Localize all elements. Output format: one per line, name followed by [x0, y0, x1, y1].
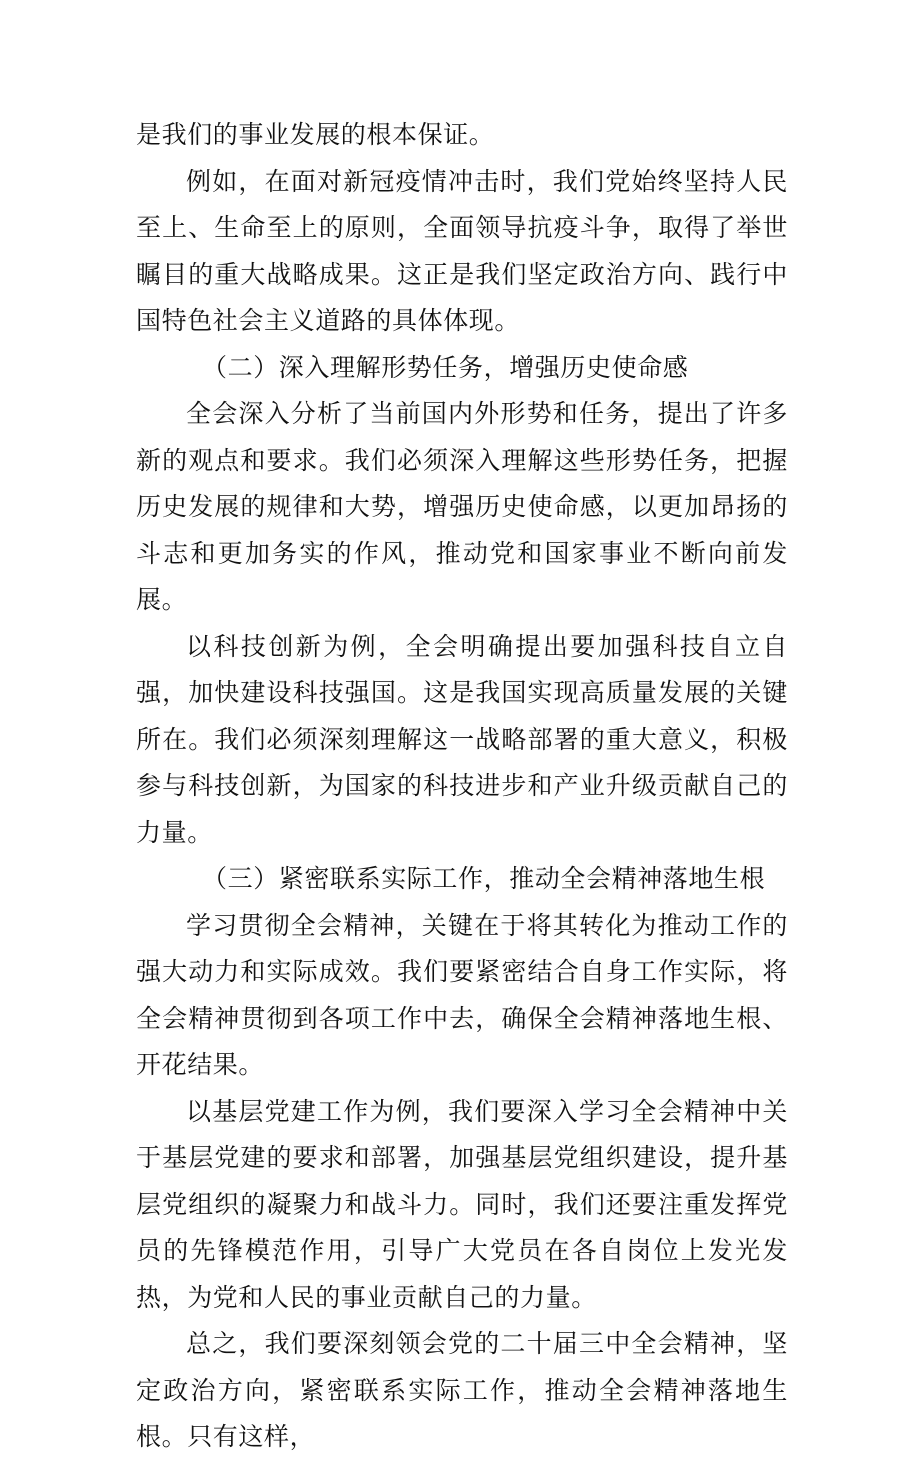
section-heading-2: （二）深入理解形势任务，增强历史使命感 — [202, 352, 689, 382]
paragraph-1: 是我们的事业发展的根本保证。 — [136, 120, 495, 149]
paragraph-5: 学习贯彻全会精神，关键在于将其转化为推动工作的强大动力和实际成效。我们要紧密结合自身工作实际，将全会精神贯彻到各项工作中去，确保全会精神落地生根、开花结果。 — [136, 910, 788, 1079]
paragraph-4: 以科技创新为例，全会明确提出要加强科技自立自强，加快建设科技强国。这是我国实现高质量发展的关键所在。我们必须深刻理解这一战略部署的重大意义，积极参与科技创新，为国家的科技进步和产业升级贡献自己的力量。 — [136, 631, 788, 847]
paragraph-2: 例如，在面对新冠疫情冲击时，我们党始终坚持人民至上、生命至上的原则，全面领导抗疫斗争，取得了举世瞩目的重大战略成果。这正是我们坚定政治方向、践行中国特色社会主义道路的具体体现。 — [136, 166, 788, 335]
section-heading-3: （三）紧密联系实际工作，推动全会精神落地生根 — [202, 864, 766, 893]
paragraph-7: 总之，我们要深刻领会党的二十届三中全会精神，坚定政治方向，紧密联系实际工作，推动全会精神落地生根。只有这样， — [136, 1329, 788, 1451]
document-body — [136, 112, 788, 1461]
paragraph-6: 以基层党建工作为例，我们要深入学习全会精神中关于基层党建的要求和部署，加强基层党组织建设，提升基层党组织的凝聚力和战斗力。同时，我们还要注重发挥党员的先锋模范作用，引导广大党员在各自岗位上发光发热，为党和人民的事业贡献自己的力量。 — [136, 1096, 788, 1312]
paragraph-3: 全会深入分析了当前国内外形势和任务，提出了许多新的观点和要求。我们必须深入理解这些形势任务，把握历史发展的规律和大势，增强历史使命感，以更加昂扬的斗志和更加务实的作风，推动党和国家事业不断向前发展。 — [136, 399, 788, 614]
